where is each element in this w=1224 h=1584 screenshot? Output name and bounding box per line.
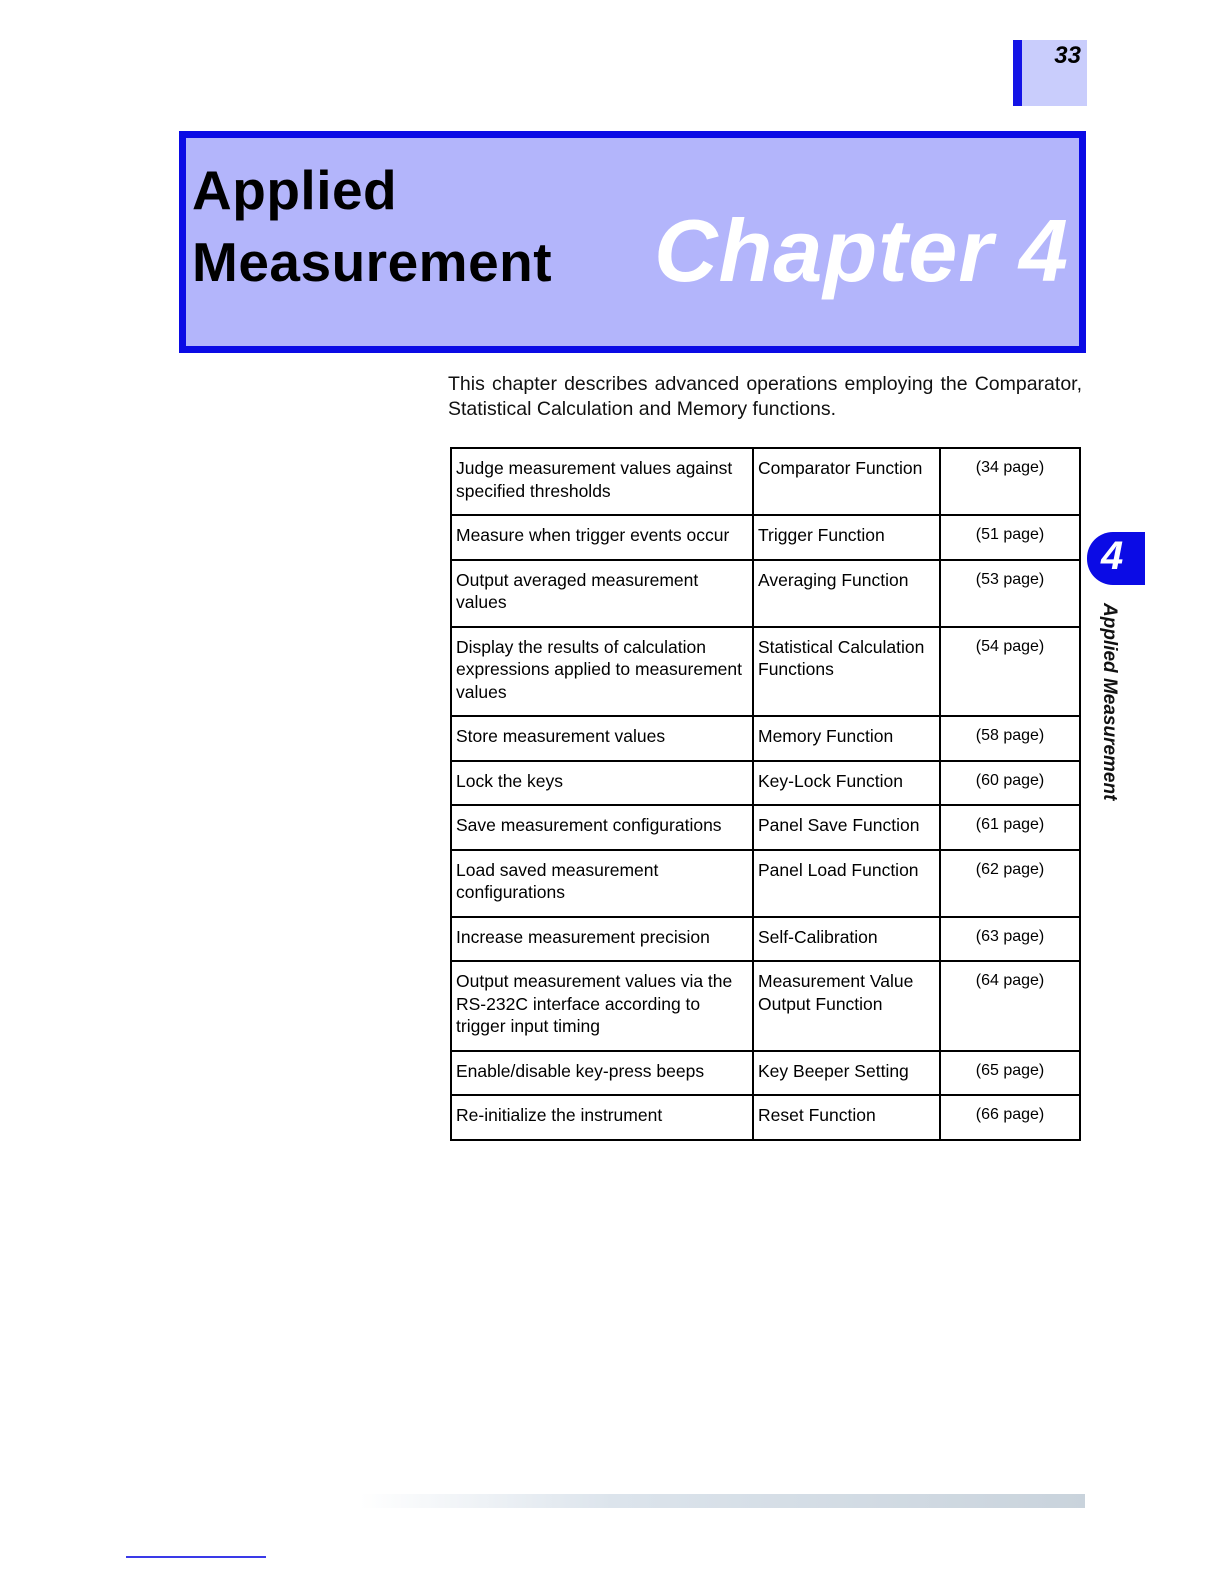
row-description: Save measurement configurations (451, 805, 753, 850)
row-function: Self-Calibration (753, 917, 940, 962)
table-row (451, 1095, 1080, 1140)
table-row (451, 961, 1080, 1051)
chapter-contents-body (451, 448, 1080, 1140)
row-function: Reset Function (753, 1095, 940, 1140)
row-function: Measurement Value Output Function (753, 961, 940, 1051)
row-page-ref: (61 page) (940, 805, 1080, 850)
table-row (451, 515, 1080, 560)
footer-line (126, 1556, 266, 1558)
table-row (451, 716, 1080, 761)
row-description: Measure when trigger events occur (451, 515, 753, 560)
row-page-ref: (65 page) (940, 1051, 1080, 1096)
page-tab-bar (1013, 40, 1022, 106)
row-description: Increase measurement precision (451, 917, 753, 962)
row-description: Output averaged measurement values (451, 560, 753, 627)
row-function: Memory Function (753, 716, 940, 761)
table-row (451, 805, 1080, 850)
row-function: Key-Lock Function (753, 761, 940, 806)
row-description: Output measurement values via the RS-232C interface according to trigger input timing (451, 961, 753, 1051)
table-row (451, 917, 1080, 962)
chapter-title-line1: Applied (192, 159, 398, 221)
row-description: Re-initialize the instrument (451, 1095, 753, 1140)
table-row (451, 1051, 1080, 1096)
page-number: 33 (1054, 42, 1081, 69)
table-row (451, 560, 1080, 627)
chapter-contents-table (450, 447, 1081, 1141)
row-function: Averaging Function (753, 560, 940, 627)
row-page-ref: (60 page) (940, 761, 1080, 806)
row-page-ref: (54 page) (940, 627, 1080, 717)
row-description: Load saved measurement configurations (451, 850, 753, 917)
row-page-ref: (66 page) (940, 1095, 1080, 1140)
row-page-ref: (34 page) (940, 448, 1080, 515)
row-description: Display the results of calculation expressions applied to measurement values (451, 627, 753, 717)
intro-paragraph: This chapter describes advanced operations employing the Comparator, Statistical Calculation and Memory functions. (448, 373, 1082, 420)
row-function: Key Beeper Setting (753, 1051, 940, 1096)
row-page-ref: (64 page) (940, 961, 1080, 1051)
row-function: Trigger Function (753, 515, 940, 560)
chapter-title-line2: Measurement (192, 231, 553, 293)
row-function: Panel Load Function (753, 850, 940, 917)
table-row (451, 448, 1080, 515)
row-function: Statistical Calculation Functions (753, 627, 940, 717)
chapter-side-tab (1087, 532, 1145, 585)
side-tab-label: Applied Measurement (1099, 603, 1120, 801)
chapter-banner (179, 131, 1086, 353)
page-number-tab (1013, 40, 1087, 106)
table-row (451, 627, 1080, 717)
table-row (451, 850, 1080, 917)
row-description: Enable/disable key-press beeps (451, 1051, 753, 1096)
footer-band (360, 1494, 1085, 1508)
row-description: Lock the keys (451, 761, 753, 806)
row-page-ref: (58 page) (940, 716, 1080, 761)
chapter-number-label: Chapter 4 (654, 201, 1069, 300)
row-description: Store measurement values (451, 716, 753, 761)
row-page-ref: (62 page) (940, 850, 1080, 917)
row-description: Judge measurement values against specified thresholds (451, 448, 753, 515)
side-tab-number: 4 (1101, 534, 1124, 578)
row-page-ref: (63 page) (940, 917, 1080, 962)
row-function: Comparator Function (753, 448, 940, 515)
row-page-ref: (53 page) (940, 560, 1080, 627)
row-page-ref: (51 page) (940, 515, 1080, 560)
row-function: Panel Save Function (753, 805, 940, 850)
table-row (451, 761, 1080, 806)
